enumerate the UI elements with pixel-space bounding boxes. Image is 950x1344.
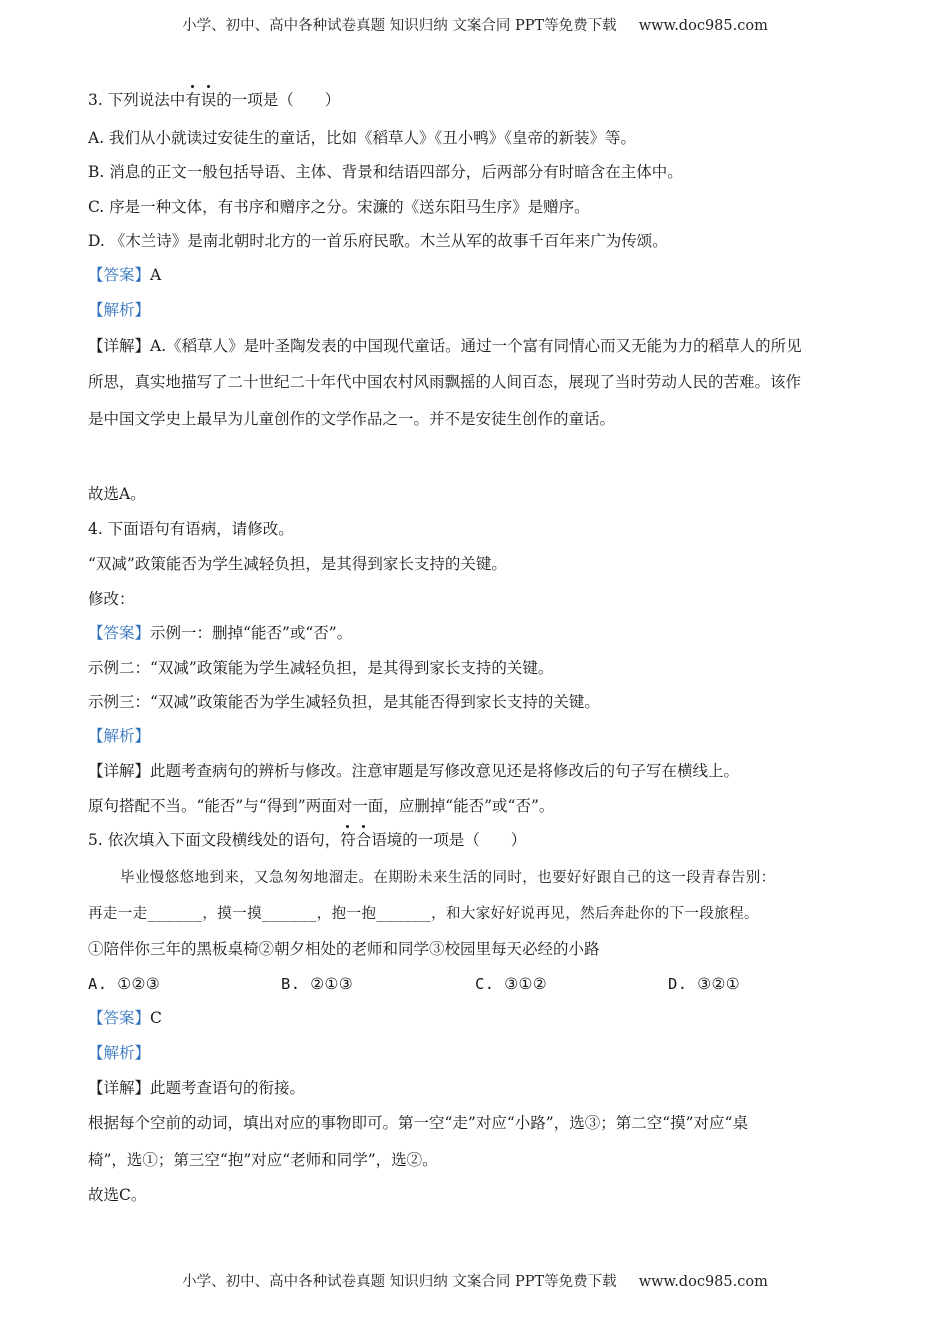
q3-answer: 【答案】A [88,266,162,284]
q4-modify-label: 修改： [88,590,135,608]
q5-stem: 5. 依次填入下面文段横线处的语句，符合语境的一项是（ ） [88,831,527,849]
page-footer [0,1270,950,1291]
q5-option-c: C. ③①② [475,975,548,993]
q5-explain-line2: 椅”，选①；第三空“抱”对应“老师和同学”，选②。 [88,1151,438,1169]
q5-answer: 【答案】C [88,1009,162,1027]
q4-answer: 【答案】示例一：删掉“能否”或“否”。 [88,624,353,642]
answer-tag: 【答案】 [88,624,151,642]
detail-tag: 【详解】 [88,762,151,780]
q4-stem: 4. 下面语句有语病，请修改。 [88,520,294,538]
header-text: 小学、初中、高中各种试卷真题 知识归纳 文案合同 PPT等免费下载 [182,18,617,34]
q4-reason: 原句搭配不当。“能否”与“得到”两面对一面，应删掉“能否”或“否”。 [88,797,555,815]
q3-option-c: C. 序是一种文体，有书序和赠序之分。宋濂的《送东阳马生序》是赠序。 [88,198,590,216]
emphasis-dot: 有 [185,91,201,109]
q5-items: ①陪伴你三年的黑板桌椅②朝夕相处的老师和同学③校园里每天必经的小路 [88,940,600,958]
q5-option-d: D. ③②① [668,975,741,993]
q5-passage-line1: 毕业慢悠悠地到来，又急匆匆地溜走。在期盼未来生活的同时，也要好好跟自己的这一段青春告别： [120,870,776,886]
footer-text: 小学、初中、高中各种试卷真题 知识归纳 文案合同 PPT等免费下载 [182,1274,617,1290]
emphasis-dot: 误 [200,91,217,109]
q5-option-b: B. ②①③ [281,975,354,993]
q3-stem: 3. 下列说法中有误的一项是（ ） [88,91,341,109]
footer-site-link[interactable]: www.doc985.com [638,1274,768,1290]
q3-option-b: B. 消息的正文一般包括导语、主体、背景和结语四部分，后两部分有时暗含在主体中。 [88,163,683,181]
q3-detail-line2: 所思，真实地描写了二十世纪二十年代中国农村风雨飘摇的人间百态，展现了当时劳动人民的苦难。该作 [88,373,802,391]
q3-analysis-tag: 【解析】 [88,301,151,319]
q5-option-a: A. ①②③ [88,975,161,993]
q5-passage-line2: 再走一走______，摸一摸______，抱一抱______，和大家好好说再见，然后奔赴你的下一段旅程。 [88,906,759,922]
q5-analysis-tag: 【解析】 [88,1044,151,1062]
q4-detail: 【详解】此题考查病句的辨析与修改。注意审题是写修改意见还是将修改后的句子写在横线上。 [88,762,740,780]
q3-detail-line3: 是中国文学史上最早为儿童创作的文学作品之一。并不是安徒生创作的童话。 [88,410,616,428]
page-header [0,14,950,35]
answer-tag: 【答案】 [88,1009,151,1027]
q4-example-2: 示例二：“双减”政策能为学生减轻负担，是其得到家长支持的关键。 [88,659,554,677]
q5-explain-line1: 根据每个空前的动词，填出对应的事物即可。第一空“走”对应“小路”，选③；第二空“摸”对应“桌 [88,1114,748,1132]
emphasis-dot: 合 [355,831,372,849]
q3-option-d: D. 《木兰诗》是南北朝时北方的一首乐府民歌。木兰从军的故事千百年来广为传颂。 [88,232,668,250]
q4-analysis-tag: 【解析】 [88,727,151,745]
detail-tag: 【详解】 [88,1079,151,1097]
q5-detail: 【详解】此题考查语句的衔接。 [88,1079,306,1097]
detail-tag: 【详解】 [88,337,151,355]
q4-example-3: 示例三：“双减”政策能否为学生减轻负担，是其能否得到家长支持的关键。 [88,693,600,711]
emphasis-dot: 符 [340,831,356,849]
answer-tag: 【答案】 [88,266,151,284]
q3-conclusion: 故选A。 [88,485,146,503]
q3-option-a: A. 我们从小就读过安徒生的童话，比如《稻草人》《丑小鸭》《皇帝的新装》等。 [88,129,637,147]
header-site-link[interactable]: www.doc985.com [638,18,768,34]
q3-detail-line1: 【详解】A.《稻草人》是叶圣陶发表的中国现代童话。通过一个富有同情心而又无能为力的稻草人的所见 [88,337,802,355]
q5-conclusion: 故选C。 [88,1186,147,1204]
q4-sentence: “双减”政策能否为学生减轻负担，是其得到家长支持的关键。 [88,555,507,573]
